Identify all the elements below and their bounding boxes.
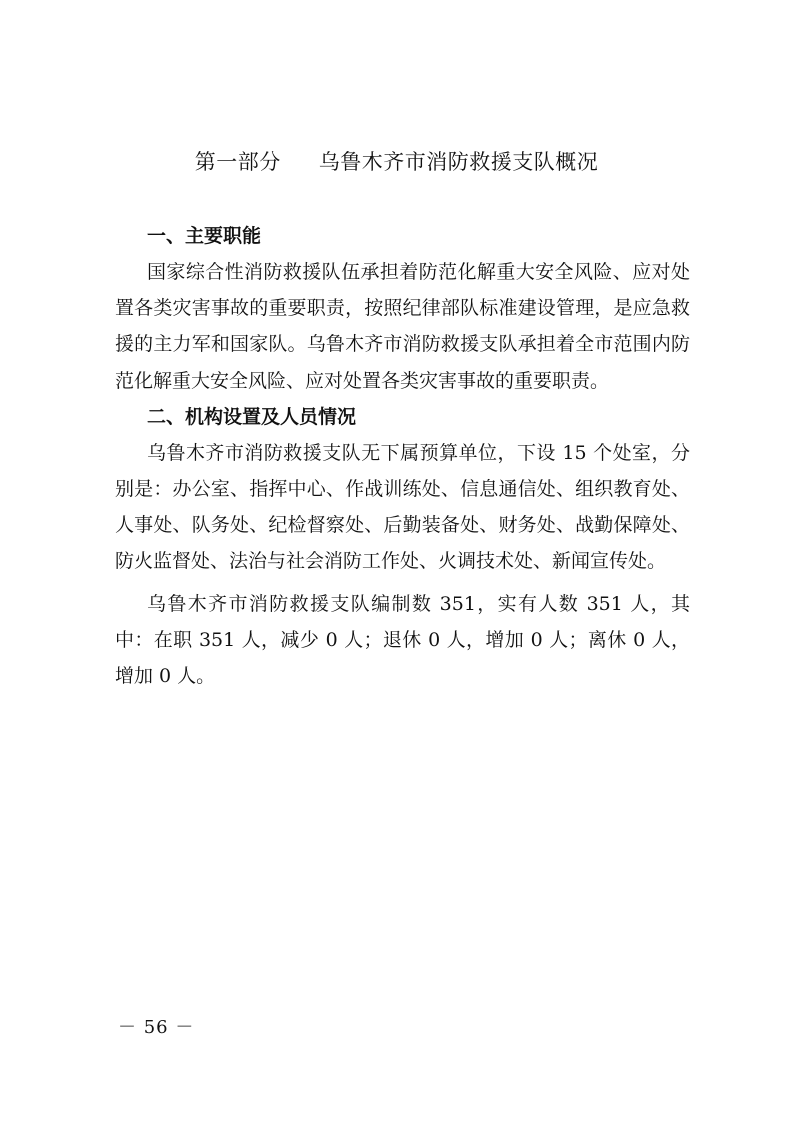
section-heading-organization: 二、机构设置及人员情况 bbox=[147, 405, 357, 428]
paragraph-departments: 乌鲁木齐市消防救援支队无下属预算单位，下设 15 个处室，分别是：办公室、指挥中心、作战训练处、信息通信处、组织教育处、人事处、队务处、纪检督察处、后勤装备处、财务处、战勤保障处、防火监督处、法治与社会消防工作处、火调技术处、新闻宣传处。 bbox=[115, 441, 690, 573]
document-body bbox=[115, 218, 690, 694]
section-heading-main-functions: 一、主要职能 bbox=[147, 225, 262, 247]
paragraph-main-functions: 国家综合性消防救援队伍承担着防范化解重大安全风险、应对处置各类灾害事故的重要职责，按照纪律部队标准建设管理，是应急救援的主力军和国家队。乌鲁木齐市消防救援支队承担着全市范围内防范化解重大安全风险、应对处置各类灾害事故的重要职责。 bbox=[115, 261, 690, 392]
page-title bbox=[0, 146, 793, 178]
page-title-part: 第一部分 bbox=[194, 150, 281, 174]
page-number: － 56 － bbox=[118, 1017, 195, 1038]
paragraph-staffing: 乌鲁木齐市消防救援支队编制数 351，实有人数 351 人，其中：在职 351 人，减少 0 人；退休 0 人，增加 0 人；离休 0 人，增加 0 人。 bbox=[115, 592, 690, 688]
page-title-name: 乌鲁木齐市消防救援支队概况 bbox=[318, 150, 599, 174]
